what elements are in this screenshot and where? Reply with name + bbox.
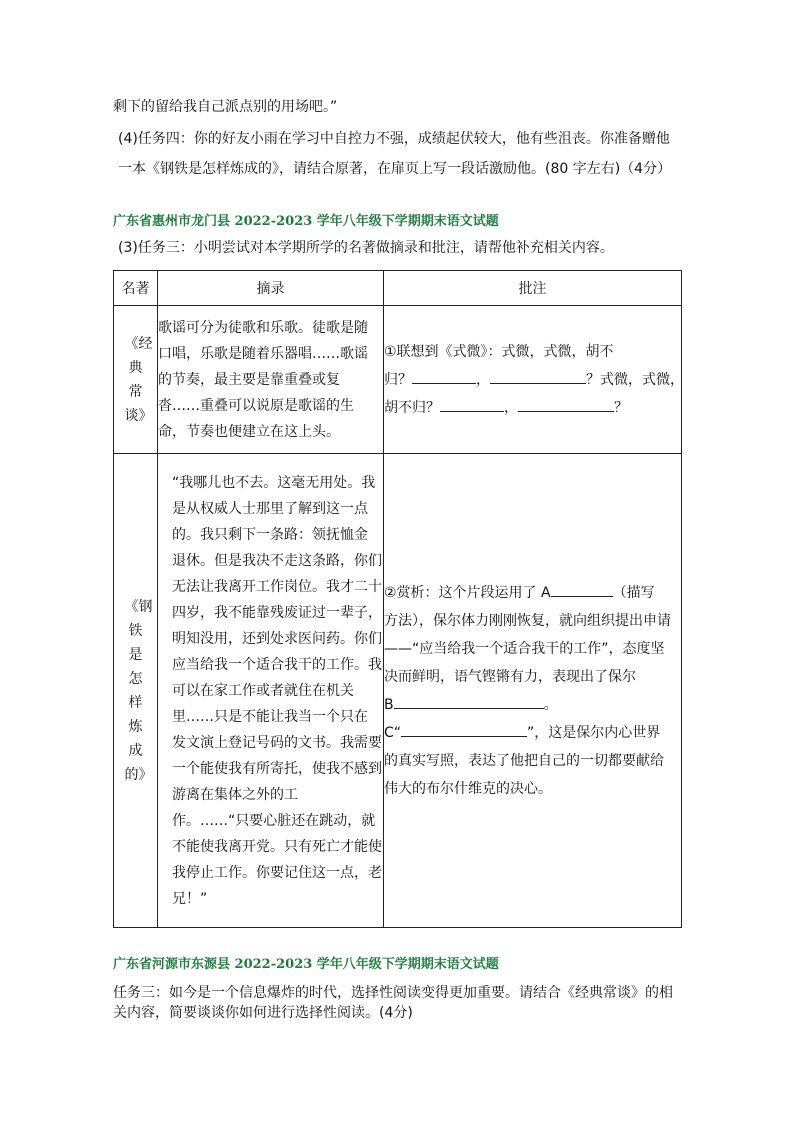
note-line: C“ ”，这是保尔内心世界 — [384, 719, 681, 747]
table-row — [114, 454, 682, 928]
excerpt-line: 四岁，我不能靠残废证过一辈子， — [172, 604, 382, 621]
excerpt-line: 沓……重叠可以说原是歌谣的生 — [158, 397, 354, 414]
book-title: 《钢铁是怎样炼成的》 — [124, 598, 153, 783]
note-line: 决而鲜明，语气铿锵有力，表现出了保尔 — [384, 668, 636, 685]
excerpt-line: 明知没用，还到处求医问药。你们 — [172, 630, 382, 647]
excerpt-line: 一个能使我有所寄托，使我不感到 — [172, 760, 382, 777]
excerpt-line: “我哪儿也不去。这毫无用处。我 — [172, 474, 376, 491]
book-title: 《经典常谈》 — [124, 335, 153, 424]
task3-instruction: (3)任务三：小明尝试对本学期所学的名著做摘录和批注，请帮他补充相关内容。 — [118, 240, 614, 256]
excerpt-line: 退休。但是我决不走这条路，你们 — [172, 552, 382, 569]
note-cell — [384, 454, 682, 928]
header-book: 名著 — [114, 271, 158, 306]
note-line: ②赏析：这个片段运用了 A （描写 — [384, 579, 681, 607]
header-excerpt: 摘录 — [158, 271, 384, 306]
excerpt-line: 作。……“只要心脏还在跳动，就 — [172, 812, 376, 829]
answer-blank[interactable] — [401, 721, 527, 737]
excerpt-line: 兄！” — [172, 890, 208, 907]
answer-blank[interactable] — [440, 396, 504, 412]
note-line: 伟大的布尔什维克的决心。 — [384, 780, 552, 797]
note-line: ——“应当给我一个适合我干的工作”，态度坚 — [384, 640, 665, 657]
excerpt-line: 命，节奏也便建立在这上头。 — [158, 423, 340, 440]
task4-line1: (4)任务四：你的好友小雨在学习中自控力不强，成绩起伏较大，他有些沮丧。你准备赠他 — [118, 131, 670, 147]
excerpt-line: 口唱，乐歌是随着乐器唱……歌谣 — [158, 345, 368, 362]
excerpt-line: 应当给我一个适合我干的工作。我 — [172, 656, 382, 673]
table-header-row — [114, 271, 682, 306]
answer-blank[interactable] — [394, 693, 544, 709]
excerpt-line: 无法让我离开工作岗位。我才二十 — [172, 578, 382, 595]
answer-blank[interactable] — [518, 396, 614, 412]
text-continuation: 剩下的留给我自己派点别的用场吧。” — [113, 99, 338, 115]
answer-blank[interactable] — [490, 368, 586, 384]
task3-line1: 任务三：如今是一个信息爆炸的时代，选择性阅读变得更加重要。请结合《经典常谈》的相 — [113, 985, 673, 1001]
excerpt-line: 可以在家工作或者就住在机关 — [172, 682, 354, 699]
excerpt-line: 不能使我离开党。只有死亡才能使 — [172, 838, 382, 855]
header-note: 批注 — [384, 271, 682, 306]
excerpt-line: 我停止工作。你要记住这一点，老 — [172, 864, 382, 881]
excerpt-line: 的节奏，最主要是靠重叠或复 — [158, 371, 340, 388]
note-line: 胡不归？ ， ？ — [384, 394, 681, 422]
section1-heading: 广东省惠州市龙门县 2022-2023 学年八年级下学期期末语文试题 — [113, 214, 499, 229]
annotation-table — [113, 270, 682, 928]
excerpt-line: 发文演上登记号码的文书。我需要 — [172, 734, 382, 751]
note-line: 方法），保尔体力刚刚恢复，就向组织提出申请 — [384, 612, 671, 629]
note-line: 归？ ， ？式微，式微， — [384, 366, 681, 394]
excerpt-line: 的。我只剩下一条路：领抚恤金 — [172, 526, 368, 543]
excerpt-line: 歌谣可分为徒歌和乐歌。徒歌是随 — [158, 319, 368, 336]
note-line: 的真实写照，表达了他把自己的一切都要献给 — [384, 752, 664, 769]
note-line: ①联想到《式微》：式微，式微，胡不 — [384, 343, 614, 360]
answer-blank[interactable] — [412, 368, 476, 384]
table-row — [114, 306, 682, 454]
answer-blank[interactable] — [551, 581, 613, 597]
excerpt-line: 游离在集体之外的工 — [172, 786, 298, 803]
note-line: B 。 — [384, 691, 681, 719]
excerpt-cell — [158, 454, 384, 928]
note-cell — [384, 306, 682, 454]
excerpt-line: 里……只是不能让我当一个只在 — [172, 708, 368, 725]
excerpt-line: 是从权威人士那里了解到这一点 — [172, 500, 368, 517]
excerpt-cell — [158, 306, 384, 454]
section2-heading: 广东省河源市东源县 2022-2023 学年八年级下学期期末语文试题 — [113, 957, 499, 972]
task3-line2: 关内容，简要谈谈你如何进行选择性阅读。(4分) — [113, 1005, 413, 1021]
task4-line2: 一本《钢铁是怎样炼成的》，请结合原著，在扉页上写一段话激励他。(80 字左右)（4分） — [118, 161, 672, 177]
